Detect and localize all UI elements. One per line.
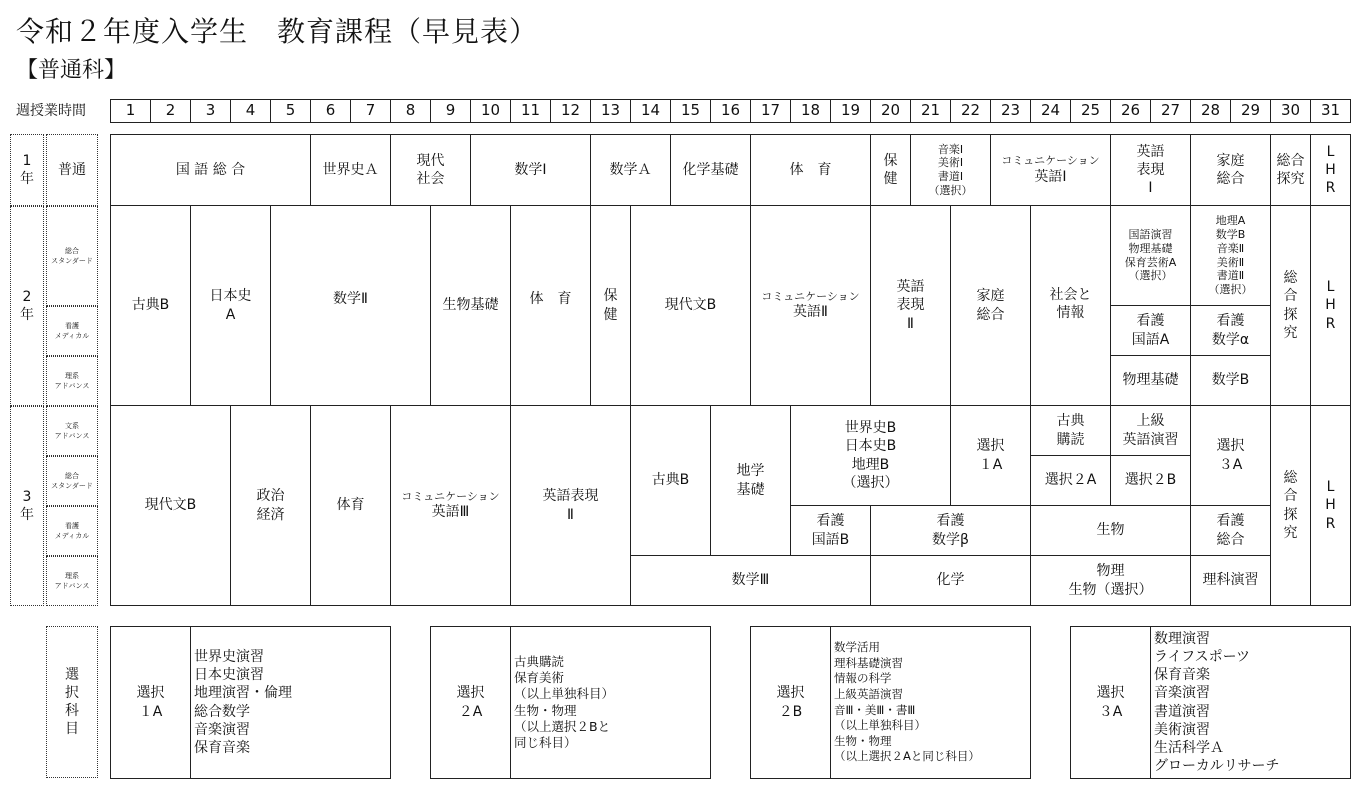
hour-30: 30 [1270, 99, 1311, 123]
page-title: 令和２年度入学生 教育課程（早見表） [16, 15, 539, 48]
department-subtitle: 【普通科】 [16, 58, 127, 83]
hour-10: 10 [470, 99, 511, 123]
g3-seiji-keizai: 政治 経済 [230, 405, 311, 606]
weekly-hours-label: 週授業時間 [16, 103, 86, 119]
g2-kango-kokugo: 看護 国語A [1110, 305, 1191, 356]
g3-comm-main: 英語Ⅲ [431, 504, 470, 521]
hour-20: 20 [870, 99, 911, 123]
hour-26: 26 [1110, 99, 1151, 123]
g1-geijutsu-select: 音楽Ⅰ 美術Ⅰ 書道Ⅰ （選択） [910, 134, 991, 206]
elective-1a-label: 選択 １A [110, 626, 191, 779]
g3-sugaku-3: 数学Ⅲ [630, 555, 871, 606]
hour-7: 7 [350, 99, 391, 123]
g2-seibutsu-kiso: 生物基礎 [430, 205, 511, 406]
g2-sugaku-b: 数学B [1190, 355, 1271, 406]
g3-butsuri-select: 物理 生物（選択） [1030, 555, 1191, 606]
g1-kokugo-sogo: 国 語 総 合 [110, 134, 311, 206]
g3-lhr: L H R [1310, 405, 1351, 606]
hour-28: 28 [1190, 99, 1231, 123]
course-g3-standard: 総合 スタンダード [46, 456, 98, 506]
g3-kango-sugaku: 看護 数学β [870, 505, 1031, 556]
g2-comm-main: 英語Ⅱ [793, 304, 828, 321]
g1-comm-eigo [990, 134, 1111, 206]
hour-13: 13 [590, 99, 631, 123]
elective-2a-list: 古典購読 保育美術 （以上単独科目） 生物・物理 （以上選択２Bと 同じ科目） [510, 626, 711, 779]
course-g2-advance: 理系 アドバンス [46, 356, 98, 406]
hour-9: 9 [430, 99, 471, 123]
course-g3-medical: 看護 メディカル [46, 506, 98, 556]
hour-2: 2 [150, 99, 191, 123]
elective-2b-label: 選択 ２B [750, 626, 831, 779]
g3-kango-sogo: 看護 総合 [1190, 505, 1271, 556]
hour-5: 5 [270, 99, 311, 123]
g1-gendai-shakai: 現代 社会 [390, 134, 471, 206]
hour-1: 1 [110, 99, 151, 123]
g2-taiiku: 体 育 [510, 205, 591, 406]
g3-sentaku-1a: 選択 １A [950, 405, 1031, 506]
course-g2-standard: 総合 スタンダード [46, 206, 98, 306]
hour-21: 21 [910, 99, 951, 123]
g1-katei-sogo: 家庭 総合 [1190, 134, 1271, 206]
hour-24: 24 [1030, 99, 1071, 123]
hour-29: 29 [1230, 99, 1271, 123]
g3-comm-eigo [390, 405, 511, 606]
g1-taiiku: 体 育 [750, 134, 871, 206]
g2-sogo-tankyu: 総 合 探 究 [1270, 205, 1311, 406]
hour-19: 19 [830, 99, 871, 123]
g3-eigo-hyogen: 英語表現 Ⅱ [510, 405, 631, 606]
course-g3-bunkei: 文系 アドバンス [46, 406, 98, 456]
elective-2a-label: 選択 ２A [430, 626, 511, 779]
g1-comm-main: 英語Ⅰ [1034, 168, 1067, 185]
hour-31: 31 [1310, 99, 1351, 123]
hour-3: 3 [190, 99, 231, 123]
g2-shakai-joho: 社会と 情報 [1030, 205, 1111, 406]
g3-kango-kokugo: 看護 国語B [790, 505, 871, 556]
g1-sugaku-a: 数学Ａ [590, 134, 671, 206]
g3-koten-kodoku: 古典 購読 [1030, 405, 1111, 456]
hour-18: 18 [790, 99, 831, 123]
g1-lhr: L H R [1310, 134, 1351, 206]
hour-17: 17 [750, 99, 791, 123]
grade-1-label: 1 年 [10, 134, 44, 206]
g3-rekishi-select: 世界史B 日本史B 地理B （選択） [790, 405, 951, 506]
g3-chigaku-kiso: 地学 基礎 [710, 405, 791, 556]
g2-lhr: L H R [1310, 205, 1351, 406]
g2-comm-small: コミュニケーション [761, 289, 860, 303]
g2-select-b: 地理A 数学B 音楽Ⅱ 美術Ⅱ 書道Ⅱ （選択） [1190, 205, 1271, 306]
g3-sentaku-3a: 選択 ３A [1190, 405, 1271, 506]
grade-3-label: 3 年 [10, 406, 44, 606]
elective-3a-list: 数理演習 ライフスポーツ 保育音楽 音楽演習 書道演習 美術演習 生活科学Ａ グローカルリサーチ [1150, 626, 1351, 779]
g1-sogo-tankyu: 総合 探究 [1270, 134, 1311, 206]
course-g3-rikei: 理系 アドバンス [46, 556, 98, 606]
g3-sentaku-2a: 選択２A [1030, 455, 1111, 506]
hour-6: 6 [310, 99, 351, 123]
course-futsu: 普通 [46, 134, 98, 206]
hour-23: 23 [990, 99, 1031, 123]
g3-seibutsu: 生物 [1030, 505, 1191, 556]
elective-1a-list: 世界史演習 日本史演習 地理演習・倫理 総合数学 音楽演習 保育音楽 [190, 626, 391, 779]
hour-16: 16 [710, 99, 751, 123]
grade-2-label: 2 年 [10, 206, 44, 406]
g2-katei-sogo: 家庭 総合 [950, 205, 1031, 406]
g2-butsuri-kiso: 物理基礎 [1110, 355, 1191, 406]
g3-rika-enshu: 理科演習 [1190, 555, 1271, 606]
g2-comm-eigo [750, 205, 871, 406]
g1-comm-small: コミュニケーション [1001, 154, 1100, 168]
electives-header: 選 択 科 目 [46, 626, 98, 778]
g3-comm-small: コミュニケーション [401, 489, 500, 503]
g3-taiiku: 体育 [310, 405, 391, 606]
g3-sogo-tankyu: 総 合 探 究 [1270, 405, 1311, 606]
g3-kagaku: 化学 [870, 555, 1031, 606]
g1-hoken: 保 健 [870, 134, 911, 206]
elective-3a-label: 選択 ３A [1070, 626, 1151, 779]
course-g2-medical: 看護 メディカル [46, 306, 98, 356]
hour-11: 11 [510, 99, 551, 123]
g2-kango-sugaku: 看護 数学α [1190, 305, 1271, 356]
g1-sugaku-1: 数学Ⅰ [470, 134, 591, 206]
g1-kagaku-kiso: 化学基礎 [670, 134, 751, 206]
g3-sentaku-2b: 選択２B [1110, 455, 1191, 506]
g3-jokyu-eigo: 上級 英語演習 [1110, 405, 1191, 456]
g2-sugaku-2: 数学Ⅱ [270, 205, 431, 406]
hour-4: 4 [230, 99, 271, 123]
g2-nihonshi-a: 日本史 A [190, 205, 271, 406]
g2-select-a: 国語演習 物理基礎 保育芸術A （選択） [1110, 205, 1191, 306]
elective-2b-list: 数学活用 理科基礎演習 情報の科学 上級英語演習 音Ⅲ・美Ⅲ・書Ⅲ （以上単独科目） 生物・物理 （以上選択２Aと同じ科目） [830, 626, 1031, 779]
g3-koten-b: 古典B [630, 405, 711, 556]
g2-eigo-hyogen: 英語 表現 Ⅱ [870, 205, 951, 406]
hour-14: 14 [630, 99, 671, 123]
g2-hoken: 保 健 [590, 205, 631, 406]
hour-25: 25 [1070, 99, 1111, 123]
g2-koten-b: 古典B [110, 205, 191, 406]
hour-12: 12 [550, 99, 591, 123]
hour-27: 27 [1150, 99, 1191, 123]
hour-15: 15 [670, 99, 711, 123]
hour-8: 8 [390, 99, 431, 123]
g2-gendaibun-b: 現代文B [630, 205, 751, 406]
hour-22: 22 [950, 99, 991, 123]
g1-sekaishi-a: 世界史Ａ [310, 134, 391, 206]
g1-eigo-hyogen: 英語 表現 Ⅰ [1110, 134, 1191, 206]
g3-gendaibun-b: 現代文B [110, 405, 231, 606]
